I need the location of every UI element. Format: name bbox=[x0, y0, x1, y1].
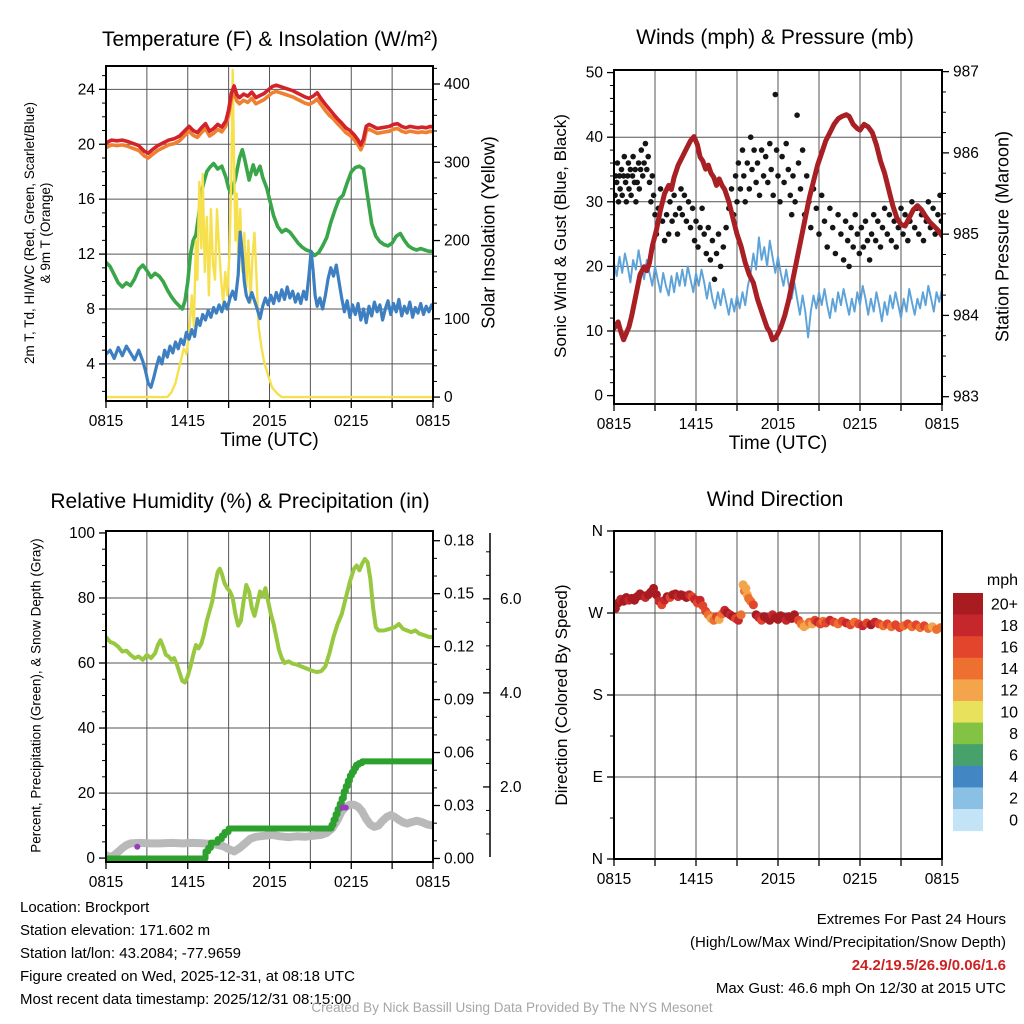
chart-title-winds-pressure: Winds (mph) & Pressure (mb) bbox=[636, 26, 914, 49]
station-location: Location: Brockport bbox=[20, 899, 150, 916]
svg-text:1415: 1415 bbox=[170, 413, 205, 430]
svg-text:0215: 0215 bbox=[334, 874, 369, 891]
svg-text:987: 987 bbox=[953, 63, 979, 81]
svg-text:0815: 0815 bbox=[88, 413, 124, 430]
svg-text:mph: mph bbox=[986, 572, 1018, 589]
svg-text:2015: 2015 bbox=[252, 874, 287, 891]
axis-label-direction-left: Direction (Colored By Speed) bbox=[552, 584, 571, 806]
station-latlon: Station lat/lon: 43.2084; -77.9659 bbox=[20, 945, 242, 962]
extremes-subheading: (High/Low/Max Wind/Precipitation/Snow Depth) bbox=[690, 934, 1006, 951]
svg-text:0815: 0815 bbox=[415, 413, 451, 430]
svg-text:16: 16 bbox=[1000, 639, 1018, 657]
svg-text:0815: 0815 bbox=[924, 416, 960, 433]
svg-text:0: 0 bbox=[444, 389, 453, 407]
station-elevation: Station elevation: 171.602 m bbox=[20, 922, 211, 939]
axis-label-humidity-left: Percent, Precipitation (Green), & Snow Depth (Gray) bbox=[28, 538, 44, 853]
svg-text:6.0: 6.0 bbox=[500, 590, 522, 608]
svg-text:20+: 20+ bbox=[990, 596, 1018, 614]
speed-colorbar bbox=[953, 572, 1018, 831]
xlabel-temp-chart: Time (UTC) bbox=[220, 430, 319, 451]
winds-pressure-plot bbox=[586, 64, 979, 433]
chart-title-wind-direction: Wind Direction bbox=[706, 488, 844, 511]
svg-text:4: 4 bbox=[86, 355, 95, 373]
svg-text:300: 300 bbox=[444, 154, 470, 172]
svg-text:0.15: 0.15 bbox=[444, 585, 475, 603]
axis-label-temp-left bbox=[22, 33, 54, 433]
svg-text:0215: 0215 bbox=[842, 871, 878, 888]
svg-text:0.09: 0.09 bbox=[444, 691, 475, 709]
svg-text:14: 14 bbox=[1000, 661, 1018, 679]
svg-text:400: 400 bbox=[444, 76, 470, 94]
svg-text:20: 20 bbox=[77, 136, 95, 154]
svg-text:0815: 0815 bbox=[415, 874, 451, 891]
axis-label-wind-left: Sonic Wind & Gust (Blue, Black) bbox=[551, 114, 570, 358]
svg-text:200: 200 bbox=[444, 232, 470, 250]
svg-text:2.0: 2.0 bbox=[500, 778, 522, 796]
humidity-precip-plot bbox=[69, 525, 522, 891]
svg-text:N: N bbox=[591, 851, 603, 868]
svg-text:40: 40 bbox=[585, 129, 603, 147]
xlabel-wind-chart: Time (UTC) bbox=[728, 433, 828, 454]
svg-text:2015: 2015 bbox=[252, 413, 287, 430]
svg-text:2015: 2015 bbox=[760, 871, 796, 888]
svg-text:100: 100 bbox=[444, 310, 470, 328]
svg-text:16: 16 bbox=[77, 191, 95, 209]
svg-text:1415: 1415 bbox=[678, 416, 714, 433]
station-info bbox=[20, 896, 355, 1011]
recent-data-timestamp: Most recent data timestamp: 2025/12/31 08:15:00 bbox=[20, 991, 352, 1008]
svg-text:0.12: 0.12 bbox=[444, 638, 475, 656]
svg-text:985: 985 bbox=[953, 226, 979, 244]
figure-created-timestamp: Figure created on Wed, 2025-12-31, at 08:18 UTC bbox=[20, 968, 355, 985]
svg-text:983: 983 bbox=[953, 388, 979, 406]
svg-text:0215: 0215 bbox=[842, 416, 878, 433]
svg-text:8: 8 bbox=[1009, 725, 1018, 743]
axis-label-pressure-right: Station Pressure (Maroon) bbox=[992, 130, 1013, 343]
axis-label-insolation-right: Solar Insolation (Yellow) bbox=[478, 136, 499, 329]
temp-insolation-plot bbox=[78, 66, 470, 430]
extremes-heading: Extremes For Past 24 Hours bbox=[816, 911, 1006, 928]
extremes-block bbox=[690, 908, 1006, 1000]
svg-text:984: 984 bbox=[953, 307, 979, 325]
svg-text:0.03: 0.03 bbox=[444, 797, 475, 815]
svg-text:20: 20 bbox=[77, 785, 95, 803]
chart-title-humidity-precip: Relative Humidity (%) & Precipitation (in) bbox=[50, 490, 430, 513]
svg-text:E: E bbox=[592, 769, 603, 786]
svg-text:30: 30 bbox=[585, 193, 603, 211]
svg-text:0815: 0815 bbox=[596, 871, 632, 888]
svg-text:10: 10 bbox=[1000, 704, 1018, 722]
svg-text:8: 8 bbox=[86, 301, 95, 319]
svg-text:4: 4 bbox=[1009, 769, 1018, 787]
svg-text:0215: 0215 bbox=[334, 413, 369, 430]
wind-direction-plot bbox=[588, 523, 1018, 888]
svg-text:W: W bbox=[588, 605, 603, 622]
svg-text:1415: 1415 bbox=[170, 874, 205, 891]
svg-text:N: N bbox=[591, 523, 603, 540]
svg-text:24: 24 bbox=[77, 81, 95, 99]
svg-text:0.18: 0.18 bbox=[444, 532, 475, 550]
svg-text:4.0: 4.0 bbox=[500, 684, 522, 702]
svg-text:80: 80 bbox=[77, 589, 95, 607]
svg-text:50: 50 bbox=[585, 64, 603, 82]
svg-text:60: 60 bbox=[77, 655, 95, 673]
svg-text:18: 18 bbox=[1000, 617, 1018, 635]
svg-text:20: 20 bbox=[585, 258, 603, 276]
svg-text:0.00: 0.00 bbox=[444, 850, 475, 868]
axis-label-temp-left-line2: & 9m T (Orange) bbox=[38, 182, 53, 284]
svg-text:986: 986 bbox=[953, 144, 979, 162]
svg-text:2015: 2015 bbox=[760, 416, 796, 433]
svg-text:0: 0 bbox=[86, 850, 95, 868]
svg-text:0: 0 bbox=[594, 387, 603, 405]
svg-text:1415: 1415 bbox=[678, 871, 714, 888]
svg-text:0815: 0815 bbox=[924, 871, 960, 888]
svg-text:0: 0 bbox=[1009, 812, 1018, 830]
attribution-text: Created By Nick Bassill Using Data Provided By The NYS Mesonet bbox=[311, 1000, 713, 1015]
svg-text:S: S bbox=[592, 687, 603, 704]
extremes-values: 24.2/19.5/26.9/0.06/1.6 bbox=[851, 957, 1006, 974]
svg-text:6: 6 bbox=[1009, 747, 1018, 765]
svg-text:2: 2 bbox=[1009, 790, 1018, 808]
svg-text:0815: 0815 bbox=[596, 416, 632, 433]
svg-text:0.06: 0.06 bbox=[444, 744, 475, 762]
svg-text:12: 12 bbox=[1000, 682, 1018, 700]
svg-text:100: 100 bbox=[69, 524, 95, 542]
axis-label-temp-left-line1: 2m T, Td, HI/WC (Red, Green, Scarlet/Blue) bbox=[22, 101, 37, 365]
max-gust-line: Max Gust: 46.6 mph On 12/30 at 2015 UTC bbox=[715, 980, 1006, 997]
svg-text:40: 40 bbox=[77, 720, 95, 738]
svg-text:12: 12 bbox=[77, 246, 95, 264]
svg-text:0815: 0815 bbox=[88, 874, 124, 891]
svg-text:10: 10 bbox=[585, 322, 603, 340]
chart-title-temp-insolation: Temperature (F) & Insolation (W/m²) bbox=[101, 28, 439, 51]
